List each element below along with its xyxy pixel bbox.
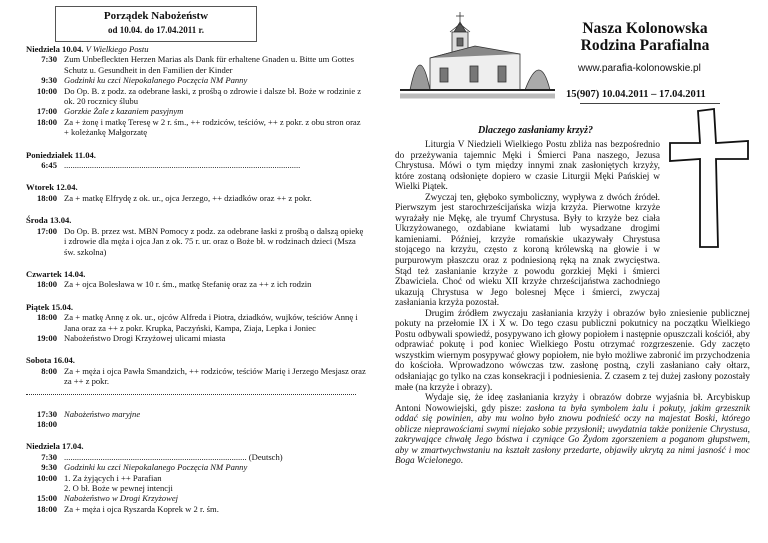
schedule-day xyxy=(26,441,366,514)
mass-entry xyxy=(26,54,366,75)
day-label: Poniedziałek 11.04. xyxy=(26,149,96,160)
mass-entry xyxy=(26,462,366,472)
article-paragraph-2: Zwyczaj ten, głęboko symboliczny, wypływa z dwóch źródeł. Pierwszym jest starochrześcijańska wizja krzyża. Pierwotne krzyże wyrażały nie Mękę, ale tryumf Chrystusa. Były to krzyże bez ciała Ukrzyżowanego, ozdabiane kwiatami lub wysadzane drogimi kamieniami. Później, krzyże romańskie ukazywały Chrystusa stojącego na krzyżu, często z koroną królewską na głowie i w purpurowym płaszczu oraz z podniesioną ręką na znak zwycięstwa. Stąd też zasłanianie krzyże z powodu gorzkiej Męki i śmierci Zbawiciela. Choć od wieku XII krzyże chrześcijaństwa zachodniego ukazują Chrystusa w Jego bolesnej Męce i śmierci, zwyczaj zasłaniania krzyża pozostał. xyxy=(395,192,660,309)
schedule-day xyxy=(26,269,366,290)
mass-time: 18:00 xyxy=(36,279,57,290)
day-heading xyxy=(26,355,366,365)
mass-time: 18:00 xyxy=(36,503,57,514)
masthead-divider xyxy=(580,103,720,104)
mass-intention: Nabożeństwo Drogi Krzyżowej ulicami miasta xyxy=(64,332,226,343)
mass-intention: Za + męża i ojca Ryszarda Koprek w 2 r. śm. xyxy=(64,503,219,514)
schedule-day xyxy=(26,182,366,203)
mass-intention: Zum Unbefleckten Herzen Marias als Dank für erhaltene Gnaden u. Bitte um Gottes Schutz u. Gesundheit in den Familien der Kinder xyxy=(64,54,354,75)
article-title: Dlaczego zasłaniamy krzyż? xyxy=(478,125,593,136)
mass-intention: Do Op. B. przez wst. MBN Pomocy z podz. za odebrane łaski z prośbą o dalszą opiekę i zdrowie dla męża i ojca Jan z ok. 75 r. ur. oraz o Boże bł. w rodzinach dzieci (Msza św. szkolna) xyxy=(64,225,364,257)
day-liturgy: V Wielkiego Postu xyxy=(85,44,149,54)
mass-time: 17:30 xyxy=(36,408,57,419)
day-heading xyxy=(26,150,366,160)
mass-intention: Gorzkie Żale z kazaniem pasyjnym xyxy=(64,106,184,117)
article-paragraph-1: Liturgia V Niedzieli Wielkiego Postu zbliża nas bezpośrednio do przeżywania tajemnic Męki i Śmierci Pana naszego, Jezusa Chrystusa. Mówi o tym między innymi znak zasłoniętych krzyży, które zostaną odsłonięte dopiero w czasie Liturgii Męki Pańskiej w Wielki Piątek. xyxy=(395,140,660,193)
mass-time: 7:30 xyxy=(41,451,57,462)
mass-entry xyxy=(26,452,366,462)
schedule-day xyxy=(26,150,366,171)
dotted-separator xyxy=(26,393,356,395)
day-heading xyxy=(26,269,366,279)
mass-intention: Za + żonę i matkę Teresę w 2 r. śm., ++ rodziców, teściów, ++ z pokr. z obu stron oraz + koleżankę Małgorzatę xyxy=(64,116,361,138)
mass-time: 17:00 xyxy=(36,106,57,117)
mass-intention: 1. Za żyjących i ++ Parafian xyxy=(64,472,162,483)
schedule-day xyxy=(26,355,366,394)
day-label: Niedziela 10.04. xyxy=(26,44,84,54)
mass-intention: Za + matkę Annę z ok. ur., ojców Alfreda i Piotra, dziadków, wujków, teściów Annę i Jana oraz za ++ z pokr. Krupka, Paczyński, Kampa, Ziaja, Lepka i Joniec xyxy=(64,312,358,333)
mass-entry xyxy=(26,106,366,116)
article-quote: zasłona ta była symbolem żalu i pokuty, jakim grzesznik oddać się powinien, aby mu wolno było znowu podnieść oczy na majestat Boski, którego oblicze nieprawościami swymi niejako sobie przysłonił; uwydatnia także poniżenie Chrystusa, zakrywające chwałę Jego bóstwa i czyniące Go Żydom zgorszeniem a poganom głupstwem, aby w zmartwychwstaniu na kształt zasłony przedarte, objawiły ukrytą za nimi jasność i moc Boga Wcielonego. xyxy=(395,403,750,467)
mass-intention: 2. O bł. Boże w pewnej intencji xyxy=(64,483,173,493)
mass-time: 17:00 xyxy=(36,225,57,236)
mass-entry xyxy=(26,333,366,343)
schedule-days xyxy=(26,44,366,526)
mass-entry xyxy=(26,75,366,85)
day-heading xyxy=(26,44,366,54)
church-drawing xyxy=(400,10,555,105)
mass-entry xyxy=(26,409,366,419)
day-label: Środa 13.04. xyxy=(26,215,72,226)
schedule-day xyxy=(26,215,366,257)
day-label: Niedziela 17.04. xyxy=(26,441,84,452)
mass-entry xyxy=(26,117,366,138)
mass-intention: Godzinki ku czci Niepokalanego Poczęcia NM Panny xyxy=(64,75,248,86)
article-paragraph-3: Drugim źródłem zwyczaju zasłaniania krzyży i obrazów było zniesienie publicznej pokuty na przełomie IX i X w. Do tego czasu publiczni pokutnicy na początku Wielkiego Postu odbywali spowiedź, posypywano ich głowy popiołem i następnie opuszczali kościół, aby odprawiać pokutę i pod koniec Wielkiego Postu otrzymać rozgrzeszenie. Gdy zaczęto wszystkim wiernym posypywać głowy popiołem, nie było możliwe zabronić im przychodzenia do kościoła. Wprowadzono wówczas tzw. zasłonę postną, czyli zasłaniano cały ołtarz, odsłaniając go tylko na czas konsekracji i podniesienia. Z czasem z tej dużej zasłony pozostały małe (na krzyże i obrazy). xyxy=(395,308,750,393)
schedule-day xyxy=(26,44,366,138)
day-label: Sobota 16.04. xyxy=(26,355,75,366)
masthead-name-line2: Rodzina Parafialna xyxy=(580,37,710,54)
mass-intention: Za + ojca Bolesława w 10 r. śm., matkę Stefanię oraz za ++ z ich rodzin xyxy=(64,279,312,290)
mass-entry xyxy=(26,419,366,429)
article-body xyxy=(395,140,750,467)
mass-entry xyxy=(26,226,366,257)
schedule-dates: od 10.04. do 17.04.2011 r. xyxy=(108,25,204,35)
mass-time: 8:00 xyxy=(41,365,57,376)
mass-entry xyxy=(26,493,366,503)
mass-intention: Do Op. B. z podz. za odebrane łaski, z prośbą o zdrowie i dalsze bł. Boże w rodzinie z ok. 20 rocznicy ślubu xyxy=(64,85,362,107)
mass-entry xyxy=(26,160,366,170)
schedule-title: Porządek Nabożeństw xyxy=(103,10,209,22)
mass-entry xyxy=(26,366,366,387)
mass-time: 18:00 xyxy=(36,116,57,127)
day-heading xyxy=(26,215,366,225)
mass-entry xyxy=(26,504,366,514)
mass-entry xyxy=(26,193,366,203)
mass-time: 6:45 xyxy=(41,160,57,171)
masthead-name-line1: Nasza Kolonowska xyxy=(582,20,708,37)
mass-entry xyxy=(26,86,366,107)
mass-time: 10:00 xyxy=(36,472,57,483)
mass-intention xyxy=(64,419,366,429)
schedule-day xyxy=(26,409,366,430)
day-heading xyxy=(26,302,366,312)
mass-time: 19:00 xyxy=(36,332,57,343)
mass-time: 18:00 xyxy=(36,418,57,429)
mass-time: 9:30 xyxy=(41,462,57,473)
mass-time: 15:00 xyxy=(36,493,57,504)
mass-time: 18:00 xyxy=(36,312,57,323)
mass-time: 7:30 xyxy=(41,54,57,65)
mass-time: 9:30 xyxy=(41,75,57,86)
mass-time: 10:00 xyxy=(36,85,57,96)
article-paragraph-4 xyxy=(395,393,750,467)
mass-intention: Nabożeństwo w Drogi Krzyżowej xyxy=(64,493,179,504)
day-heading xyxy=(26,182,366,192)
mass-entry xyxy=(26,279,366,289)
mass-intention: Godzinki ku czci Niepokalanego Poczęcia NM Panny xyxy=(64,462,248,473)
masthead xyxy=(575,20,715,54)
day-heading xyxy=(26,441,366,451)
mass-time xyxy=(26,483,64,493)
website-url: www.parafia-kolonowskie.pl xyxy=(578,63,701,74)
day-label: Piątek 15.04. xyxy=(26,301,74,312)
schedule-day xyxy=(26,302,366,344)
mass-entry xyxy=(26,483,366,493)
day-label: Wtorek 12.04. xyxy=(26,182,78,193)
mass-entry xyxy=(26,312,366,333)
mass-time: 18:00 xyxy=(36,192,57,203)
issue-info: 15(907) 10.04.2011 – 17.04.2011 xyxy=(566,89,706,100)
mass-intention: .............................................................................................................. xyxy=(64,160,301,171)
mass-intention: Nabożeństwo maryjne xyxy=(64,408,141,419)
mass-intention: Za + męża i ojca Pawła Smandzich, ++ rodziców, teściów Marię i Jerzego Mesjasz oraz za ++ z pokr. xyxy=(64,365,366,387)
mass-intention: Za + matkę Elfrydę z ok. ur., ojca Jerzego, ++ dziadków oraz ++ z pokr. xyxy=(64,192,312,203)
day-label: Czwartek 14.04. xyxy=(26,268,86,279)
article-paragraph-4-intro: Wydaje się, że ideę zasłaniania krzyży i obrazów dobrze wyjaśnia bł. Arcybiskup Antoni Nowowiejski, gdy pisze: xyxy=(395,393,750,414)
mass-intention: ..................................................................................... (Deutsch) xyxy=(64,451,283,462)
schedule-header-box xyxy=(55,6,257,42)
mass-entry xyxy=(26,473,366,483)
